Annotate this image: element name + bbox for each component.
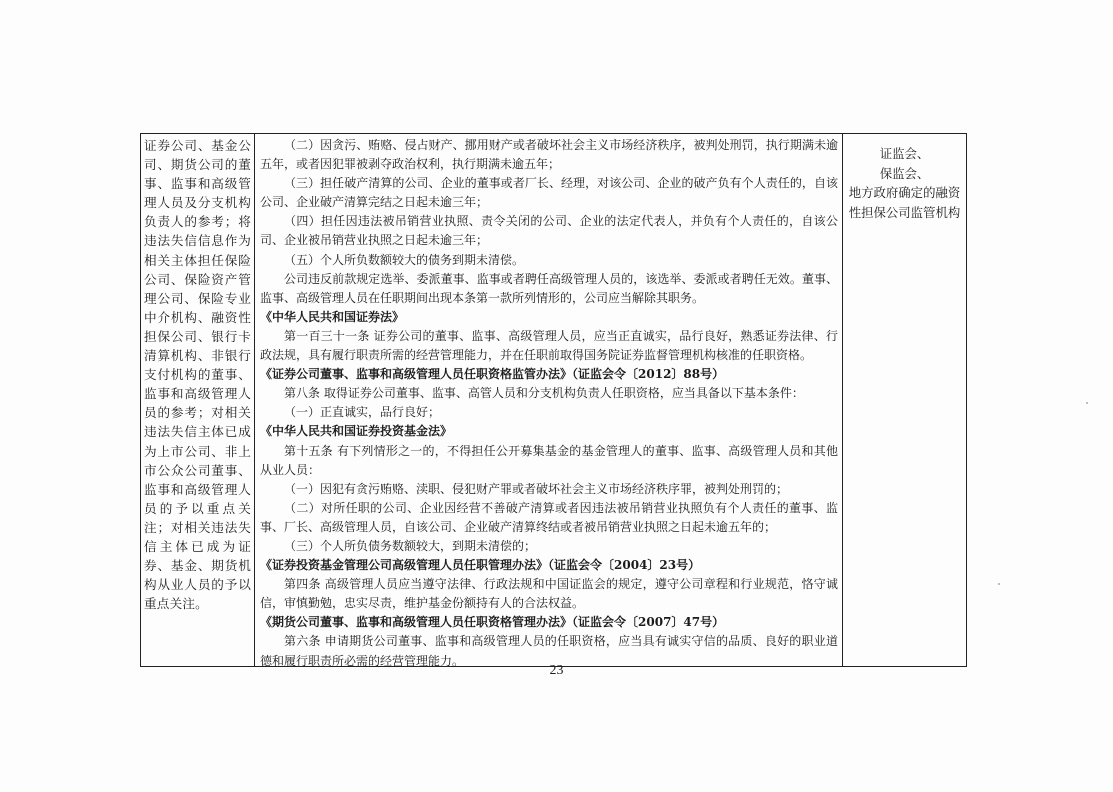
clause-paragraph: 第四条 高级管理人员应当遵守法律、行政法规和中国证监会的规定，遵守公司章程和行业规范，恪守诚信，审慎勤勉，忠实尽责，维护基金份额持有人的合法权益。 bbox=[260, 577, 838, 611]
implementing-units-cell bbox=[843, 134, 967, 667]
regulator-name: 保监会、 bbox=[879, 165, 930, 181]
clause-paragraph: （一）正直诚实，品行良好； bbox=[284, 405, 441, 420]
law-name: 《期货公司董事、监事和高级管理人员任职资格管理办法》 bbox=[260, 615, 573, 630]
regulator-name: 证监会、 bbox=[879, 146, 930, 161]
measures-text: 证券公司、基金公司、期货公司的董事、监事和高级管理人员及分支机构负责人的参考；将违法失信信息作为相关主体担任保险公司、保险资产管理公司、保险专业中介机构、融资性担保公司、银行卡清算机构、非银行支付机构的董事、监事和高级管理人员的参考；对相关违法失信主体已成为上市公司、非上市公众公司董事、监事和高级管理人员的予以重点关注；对相关违法失信主体已成为证券、基金、期货机构从业人员的予以重点关注。 bbox=[144, 138, 251, 612]
law-title bbox=[260, 613, 838, 632]
clause-paragraph: （三）个人所负债务数额较大，到期未清偿的； bbox=[284, 538, 537, 553]
clause-paragraph: 公司违反前款规定选举、委派董事、监事或者聘任高级管理人员的，该选举、委派或者聘任无效。董事、监事、高级管理人员在任职期间出现本条第一款所列情形的，公司应当解除其职务。 bbox=[260, 271, 838, 305]
page-number: 23 bbox=[549, 663, 564, 678]
law-name: 《证券公司董事、监事和高级管理人员任职资格监管办法》 bbox=[260, 367, 573, 382]
clause-paragraph: （二）对所任职的公司、企业因经营不善破产清算或者因违法被吊销营业执照负有个人责任的董事、监事、厂长、高级管理人员，自该公司、企业破产清算终结或者被吊销营业执照之日起未逾五年的； bbox=[260, 500, 838, 534]
scan-speck bbox=[998, 583, 1000, 585]
regulator-name: 地方政府确定的融资性担保公司监管机构 bbox=[848, 185, 961, 220]
clause-paragraph: 第十五条 有下列情形之一的，不得担任公开募集基金的基金管理人的董事、监事、高级管理人员和其他从业人员： bbox=[260, 443, 838, 477]
scan-speck bbox=[1086, 402, 1088, 404]
law-order-number: （证监会令〔2007〕47号） bbox=[572, 615, 725, 630]
implementing-units bbox=[843, 134, 966, 666]
legal-basis-text bbox=[255, 134, 842, 668]
clause-paragraph: （五）个人所负数额较大的债务到期未清偿。 bbox=[284, 252, 525, 267]
measures-table bbox=[140, 133, 967, 667]
law-name: 《证券投资基金管理公司高级管理人员任职管理办法》 bbox=[260, 558, 549, 573]
law-order-number: （证监会令〔2004〕23号） bbox=[548, 558, 701, 573]
law-title bbox=[260, 365, 838, 384]
law-title: 《中华人民共和国证券投资基金法》 bbox=[260, 424, 453, 439]
clause-paragraph: 第六条 申请期货公司董事、监事和高级管理人员的任职资格，应当具有诚实守信的品质、良好的职业道德和履行职责所必需的经营管理能力。 bbox=[260, 634, 838, 668]
clause-paragraph: （三）担任破产清算的公司、企业的董事或者厂长、经理，对该公司、企业的破产负有个人责任的，自该公司、企业破产清算完结之日起未逾三年； bbox=[260, 176, 838, 210]
clause-paragraph: 第一百三十一条 证券公司的董事、监事、高级管理人员，应当正直诚实，品行良好，熟悉证券法律、行政法规，具有履行职责所需的经营管理能力，并在任职前取得国务院证券监督管理机构核准的任职资格。 bbox=[260, 328, 838, 363]
clause-paragraph: 第八条 取得证券公司董事、监事、高管人员和分支机构负责人任职资格，应当具备以下基本条件： bbox=[284, 386, 804, 401]
clause-paragraph: （四）担任因违法被吊销营业执照、责令关闭的公司、企业的法定代表人，并负有个人责任的，自该公司、企业被吊销营业执照之日起未逾三年； bbox=[260, 214, 838, 248]
law-title bbox=[260, 556, 838, 575]
measures-cell bbox=[141, 134, 255, 667]
clause-paragraph: （一）因犯有贪污贿赂、渎职、侵犯财产罪或者破坏社会主义市场经济秩序罪，被判处刑罚的； bbox=[284, 481, 789, 496]
law-title: 《中华人民共和国证券法》 bbox=[260, 309, 405, 324]
clause-paragraph: （二）因贪污、贿赂、侵占财产、挪用财产或者破坏社会主义市场经济秩序，被判处刑罚，执行期满未逾五年，或者因犯罪被剥夺政治权利，执行期满未逾五年； bbox=[260, 138, 838, 172]
law-order-number: （证监会令〔2012〕88号） bbox=[572, 367, 725, 382]
table-row bbox=[141, 134, 967, 667]
legal-basis-cell bbox=[255, 134, 843, 667]
